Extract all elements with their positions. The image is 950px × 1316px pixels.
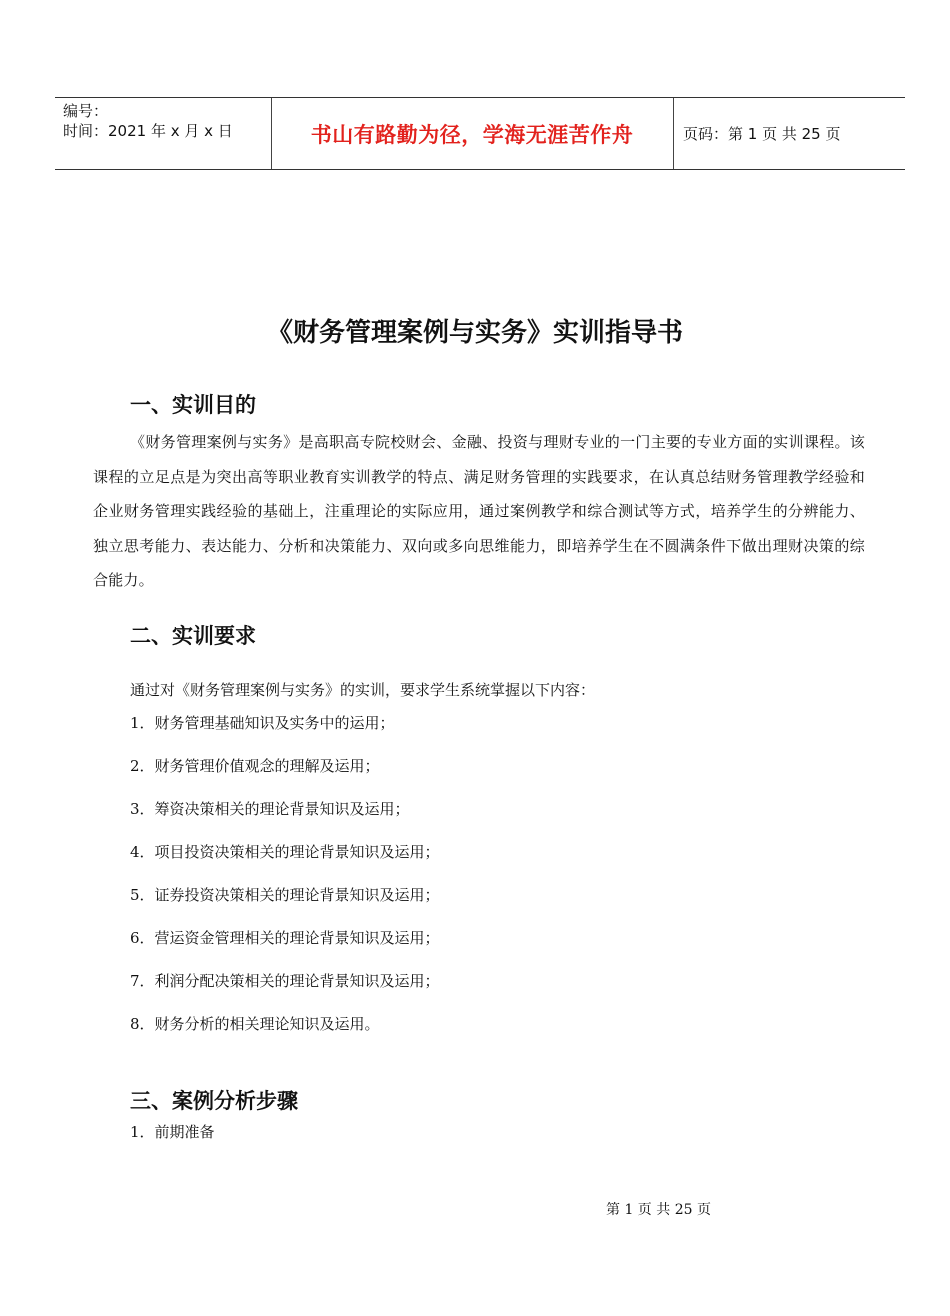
- header-motto: 书山有路勤为径，学海无涯苦作舟: [310, 122, 634, 147]
- section-purpose-paragraph: 《财务管理案例与实务》是高职高专院校财会、金融、投资与理财专业的一门主要的专业方面的实训课程。该课程的立足点是为突出高等职业教育实训教学的特点、满足财务管理的实践要求，在认真总结财务管理教学经验和企业财务管理实践经验的基础上，注重理论的实际应用，通过案例教学和综合测试等方式，培养学生的分辨能力、独立思考能力、表达能力、分析和决策能力、双向或多向思维能力，即培养学生在不圆满条件下做出理财决策的综合能力。: [93, 433, 865, 589]
- list-item: 1．财务管理基础知识及实务中的运用；: [130, 714, 395, 732]
- case-steps-first-item: 1．前期准备: [130, 1123, 215, 1141]
- section-heading-requirements: 二、实训要求: [130, 624, 256, 648]
- requirements-list: [130, 711, 440, 1055]
- document-number-label: 编号：: [63, 102, 109, 120]
- requirements-intro: 通过对《财务管理案例与实务》的实训，要求学生系统掌握以下内容：: [130, 681, 596, 699]
- list-item: 7．利润分配决策相关的理论背景知识及运用；: [130, 972, 440, 990]
- list-item: 4．项目投资决策相关的理论背景知识及运用；: [130, 843, 440, 861]
- page-header: [55, 97, 905, 170]
- section-heading-case-steps: 三、案例分析步骤: [130, 1089, 298, 1113]
- list-item: 5．证券投资决策相关的理论背景知识及运用；: [130, 886, 440, 904]
- header-page-info: 页码：第 1 页 共 25 页: [683, 125, 841, 143]
- list-item: 2．财务管理价值观念的理解及运用；: [130, 757, 380, 775]
- header-meta: [63, 101, 233, 141]
- page-footer: 第 1 页 共 25 页: [606, 1202, 711, 1218]
- list-item: 8．财务分析的相关理论知识及运用。: [130, 1015, 380, 1033]
- list-item: 6．营运资金管理相关的理论背景知识及运用；: [130, 929, 440, 947]
- header-divider: [673, 98, 674, 169]
- document-time-label: 时间：2021 年 x 月 x 日: [63, 122, 233, 140]
- section-heading-purpose: 一、实训目的: [130, 393, 256, 417]
- list-item: 3．筹资决策相关的理论背景知识及运用；: [130, 800, 410, 818]
- document-title: 《财务管理案例与实务》实训指导书: [266, 318, 683, 348]
